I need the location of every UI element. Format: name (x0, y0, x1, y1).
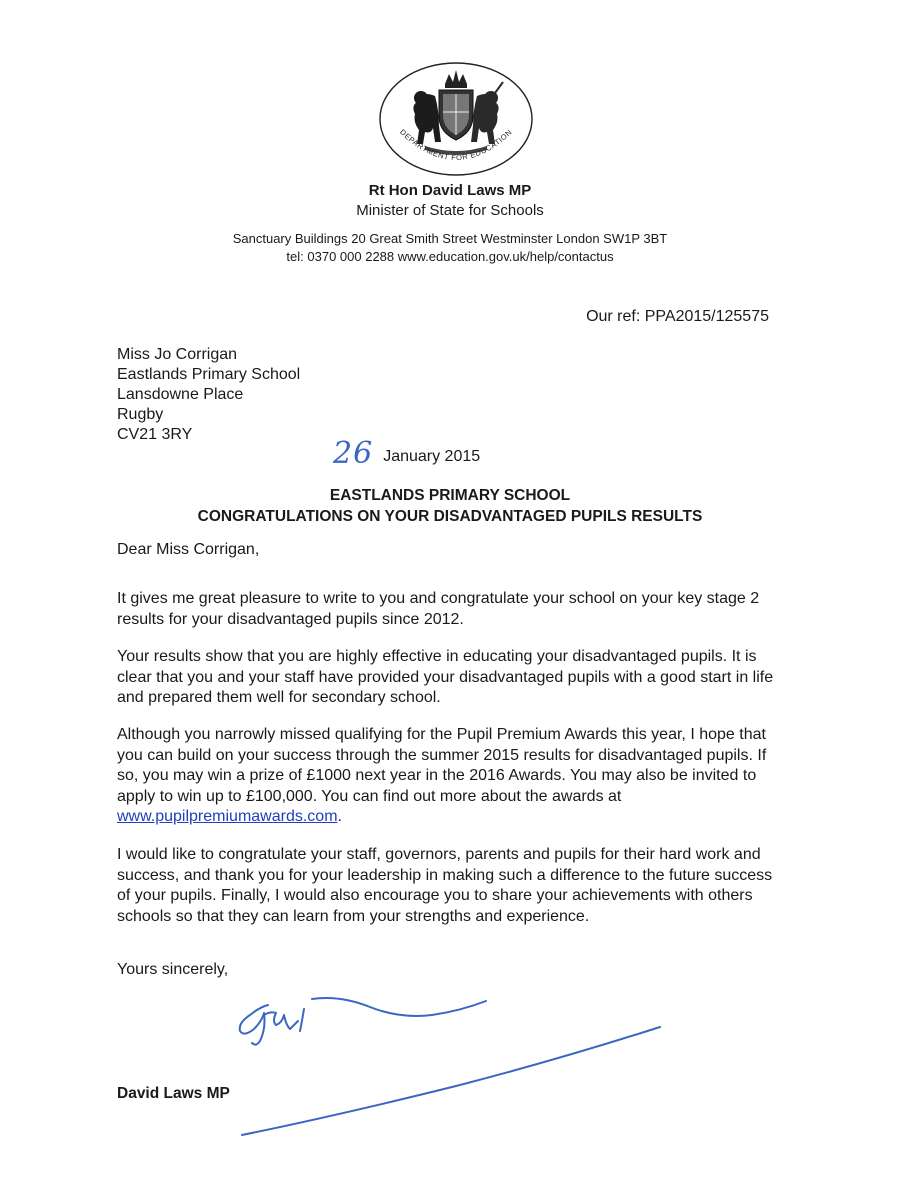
crest-text: DEPARTMENT FOR EDUCATION (398, 127, 514, 163)
pupil-premium-awards-link[interactable]: www.pupilpremiumawards.com (117, 808, 338, 825)
reference-number: Our ref: PPA2015/125575 (586, 308, 769, 325)
paragraph-2: Your results show that you are highly effective in educating your disadvantaged pupils. It is clear that you and your staff have provided your disadvantaged pupils with a good start in life and prepared them well for secondary school. (117, 648, 774, 706)
signatory-name: David Laws MP (117, 1085, 230, 1102)
recipient-street: Lansdowne Place (117, 386, 244, 403)
paragraph-3 (117, 725, 787, 828)
handwritten-day: 26 (333, 436, 374, 471)
subject-line-1: EASTLANDS PRIMARY SCHOOL (329, 487, 571, 504)
paragraph-3-text: Although you narrowly missed qualifying for the Pupil Premium Awards this year, I hope that you can build on your success through the summer 2015 results for disadvantaged pupils. If so, you may win a prize of £1000 next year in the 2016 Awards. You may also be invited to apply to win up to £100,000. You can find out more about the awards at (117, 726, 767, 805)
minister-name: Rt Hon David Laws MP (368, 182, 532, 199)
minister-role: Minister of State for Schools (356, 202, 544, 219)
recipient-name: Miss Jo Corrigan (117, 346, 238, 363)
department-address (0, 230, 900, 266)
contact-line: tel: 0370 000 2288 www.education.gov.uk/help/contactus (286, 249, 614, 264)
subject-line-2: CONGRATULATIONS ON YOUR DISADVANTAGED PUPILS RESULTS (197, 508, 703, 525)
closing: Yours sincerely, (117, 961, 229, 978)
paragraph-3-end: . (337, 808, 342, 825)
handwritten-signature (220, 985, 680, 1145)
paragraph-4: I would like to congratulate your staff, governors, parents and pupils for their hard work and success, and thank you for your leadership in making such a difference to the future success of your pupils. Finally, I would also encourage you to share your achievements with others schools so that they can learn from your strengths and experience. (117, 846, 773, 925)
paragraph-1: It gives me great pleasure to write to you and congratulate your school on your key stage 2 results for your disadvantaged pupils since 2012. (117, 590, 760, 628)
salutation: Dear Miss Corrigan, (117, 541, 260, 558)
recipient-address (117, 345, 300, 445)
recipient-postcode: CV21 3RY (117, 426, 193, 443)
letter-date (333, 436, 480, 471)
recipient-town: Rugby (117, 406, 164, 423)
date-month-year: January 2015 (383, 448, 481, 465)
address-line: Sanctuary Buildings 20 Great Smith Street Westminster London SW1P 3BT (232, 231, 668, 246)
subject-heading (0, 485, 900, 527)
department-crest-logo (377, 60, 535, 178)
recipient-school: Eastlands Primary School (117, 366, 301, 383)
